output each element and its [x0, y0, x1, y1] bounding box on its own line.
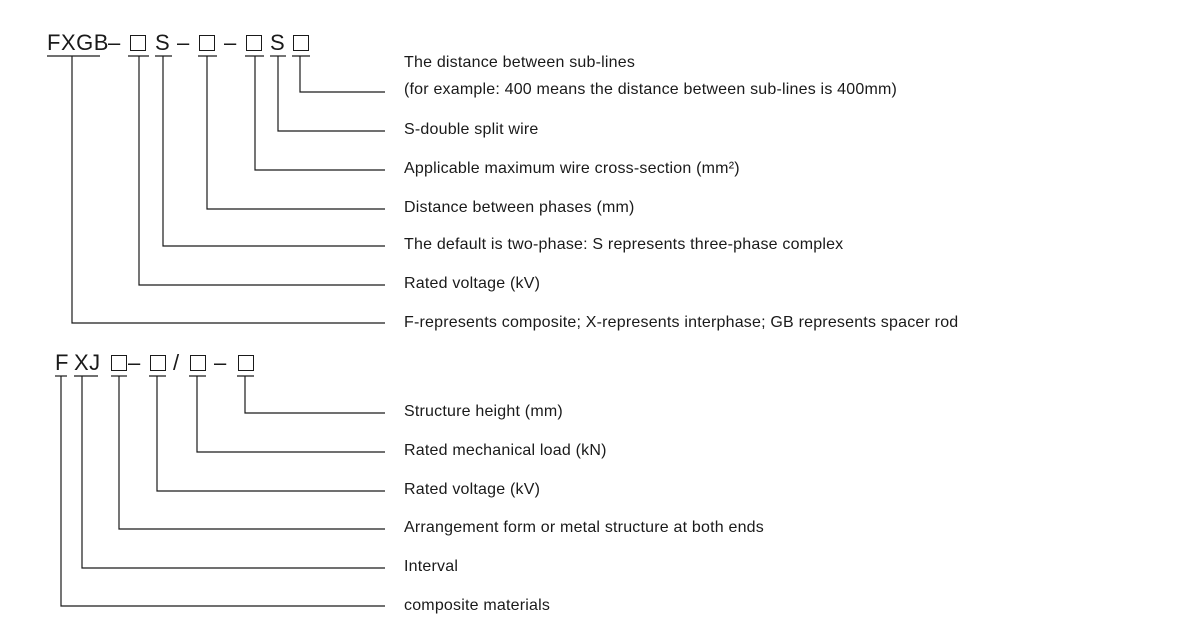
desc-mechanical-load: Rated mechanical load (kN): [404, 442, 607, 459]
desc-composite-interphase-spacer: F-represents composite; X-represents interphase; GB represents spacer rod: [404, 314, 959, 331]
desc-phase-distance: Distance between phases (mm): [404, 199, 635, 216]
desc-structure-height: Structure height (mm): [404, 403, 563, 420]
placeholder-box-7: [190, 355, 206, 371]
desc-double-split-wire: S-double split wire: [404, 121, 539, 138]
desc-interval: Interval: [404, 558, 459, 575]
desc-sub-line-distance: The distance between sub-lines: [404, 54, 636, 71]
code-s-2: S: [270, 30, 286, 55]
code-fxgb: FXGB: [47, 30, 109, 55]
desc-composite-materials: composite materials: [404, 597, 551, 614]
leader-phase-distance: [207, 56, 385, 209]
code-f: F: [55, 350, 69, 375]
desc-three-phase: The default is two-phase: S represents three-phase complex: [404, 236, 844, 253]
leader-wire-section: [255, 56, 385, 170]
leader-sub-line-distance: [300, 56, 385, 92]
leader-rated-voltage-2: [157, 376, 385, 491]
leader-structure-height: [245, 376, 385, 413]
desc-sub-line-example: (for example: 400 means the distance between sub-lines is 400mm): [404, 81, 898, 98]
desc-rated-voltage-2: Rated voltage (kV): [404, 481, 541, 498]
code-dash-1: –: [108, 30, 121, 55]
code-dash-4: –: [128, 350, 141, 375]
code-slash: /: [173, 350, 180, 375]
placeholder-box-5: [111, 355, 127, 371]
code-s-1: S: [155, 30, 171, 55]
code-dash-5: –: [214, 350, 227, 375]
leader-composite-interphase: [72, 56, 385, 323]
placeholder-box-1: [130, 35, 146, 51]
leader-mechanical-load: [197, 376, 385, 452]
placeholder-box-4: [293, 35, 309, 51]
code-dash-3: –: [224, 30, 237, 55]
code-dash-2: –: [177, 30, 190, 55]
placeholder-box-2: [199, 35, 215, 51]
placeholder-box-3: [246, 35, 262, 51]
placeholder-box-8: [238, 355, 254, 371]
leader-three-phase: [163, 56, 385, 246]
desc-wire-cross-section: Applicable maximum wire cross-section (mm²): [404, 160, 740, 177]
placeholder-box-6: [150, 355, 166, 371]
leader-double-split: [278, 56, 385, 131]
code-xj: XJ: [74, 350, 101, 375]
desc-rated-voltage-1: Rated voltage (kV): [404, 275, 541, 292]
leader-interval: [82, 376, 385, 568]
desc-arrangement-form: Arrangement form or metal structure at both ends: [404, 519, 764, 536]
